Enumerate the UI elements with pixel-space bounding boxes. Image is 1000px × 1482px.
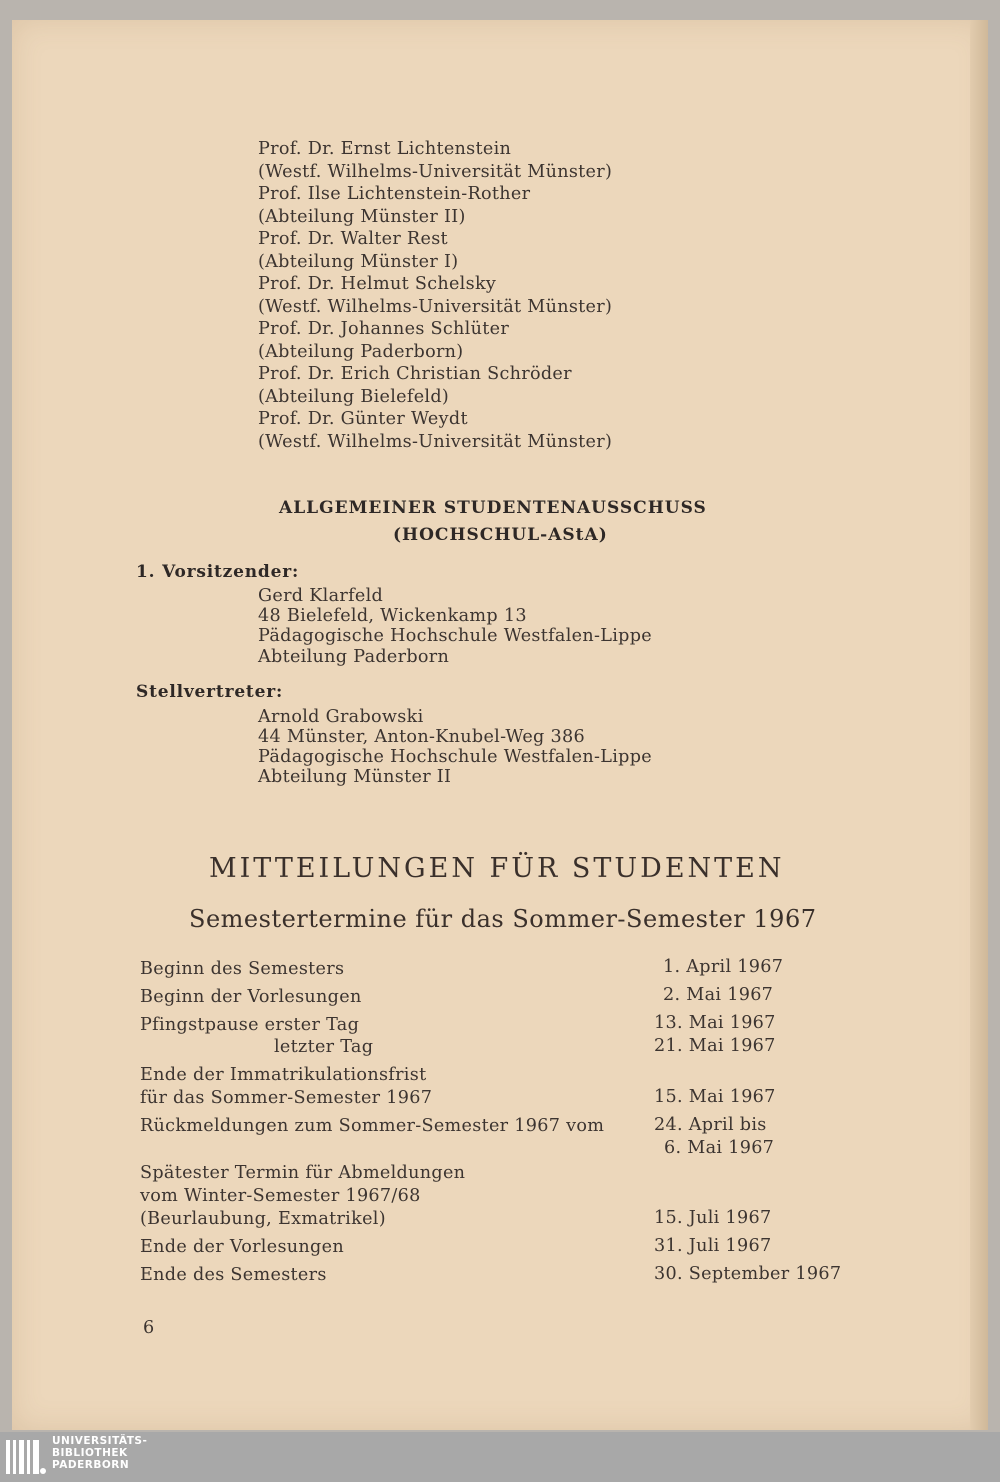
faculty-affiliation: (Westf. Wilhelms-Universität Münster) — [258, 431, 613, 452]
chair-line: Abteilung Paderborn — [258, 647, 450, 667]
schedule-date: 15. Juli 1967 — [654, 1208, 772, 1228]
schedule-label: Pfingstpause erster Tag — [140, 1015, 360, 1035]
schedule-date: 21. Mai 1967 — [654, 1036, 776, 1056]
schedule-label: Ende des Semesters — [140, 1265, 327, 1285]
schedule-label: Spätester Termin für Abmeldungen — [140, 1163, 466, 1183]
schedule-label: Ende der Immatrikulationsfrist — [140, 1065, 427, 1085]
chair-label: 1. Vorsitzender: — [136, 562, 300, 582]
deputy-line: Pädagogische Hochschule Westfalen-Lippe — [258, 747, 652, 767]
asta-subheading: (HOCHSCHUL-AStA) — [393, 525, 608, 545]
schedule-date: 30. September 1967 — [654, 1264, 842, 1284]
library-logo-text — [52, 1435, 147, 1471]
page-number: 6 — [143, 1318, 155, 1338]
deputy-line: 44 Münster, Anton-Knubel-Weg 386 — [258, 727, 585, 747]
chair-line: 48 Bielefeld, Wickenkamp 13 — [258, 606, 527, 626]
schedule-label: letzter Tag — [274, 1037, 374, 1057]
faculty-affiliation: (Abteilung Münster II) — [258, 206, 466, 227]
faculty-name: Prof. Dr. Erich Christian Schröder — [258, 364, 572, 384]
schedule-label: Beginn der Vorlesungen — [140, 987, 362, 1007]
faculty-name: Prof. Dr. Günter Weydt — [258, 409, 468, 429]
chair-line: Pädagogische Hochschule Westfalen-Lippe — [258, 626, 652, 646]
faculty-name: Prof. Dr. Ernst Lichtenstein — [258, 139, 512, 159]
faculty-affiliation: (Abteilung Münster I) — [258, 251, 459, 272]
faculty-affiliation: (Westf. Wilhelms-Universität Münster) — [258, 296, 613, 317]
page-edge — [970, 20, 988, 1430]
schedule-date: 6. Mai 1967 — [664, 1138, 775, 1158]
schedule-label: Beginn des Semesters — [140, 959, 345, 979]
asta-heading: ALLGEMEINER STUDENTENAUSSCHUSS — [279, 498, 707, 518]
faculty-affiliation: (Westf. Wilhelms-Universität Münster) — [258, 161, 613, 182]
logo-line: UNIVERSITÄTS- — [52, 1435, 148, 1447]
schedule-date: 13. Mai 1967 — [654, 1013, 776, 1033]
library-logo-icon — [4, 1438, 46, 1476]
faculty-affiliation: (Abteilung Bielefeld) — [258, 386, 450, 407]
deputy-line: Abteilung Münster II — [258, 767, 452, 787]
faculty-list — [258, 138, 612, 453]
notices-title: MITTEILUNGEN FÜR STUDENTEN — [209, 853, 785, 884]
logo-line: PADERBORN — [52, 1459, 130, 1471]
schedule-date: 2. Mai 1967 — [663, 985, 774, 1005]
document-page — [12, 20, 988, 1430]
schedule-date: 24. April bis — [654, 1115, 767, 1135]
deputy-line: Arnold Grabowski — [258, 707, 424, 727]
schedule-label: vom Winter-Semester 1967/68 — [140, 1186, 421, 1206]
schedule-date: 15. Mai 1967 — [654, 1087, 776, 1107]
chair-line: Gerd Klarfeld — [258, 586, 384, 606]
faculty-name: Prof. Dr. Helmut Schelsky — [258, 274, 497, 294]
faculty-name: Prof. Dr. Walter Rest — [258, 229, 448, 249]
logo-line: BIBLIOTHEK — [52, 1447, 128, 1459]
schedule-label: Ende der Vorlesungen — [140, 1237, 344, 1257]
schedule-label: für das Sommer-Semester 1967 — [140, 1088, 433, 1108]
faculty-name: Prof. Dr. Johannes Schlüter — [258, 319, 510, 339]
deputy-label: Stellvertreter: — [136, 682, 284, 702]
faculty-affiliation: (Abteilung Paderborn) — [258, 341, 464, 362]
schedule-date: 31. Juli 1967 — [654, 1236, 772, 1256]
schedule-date: 1. April 1967 — [663, 957, 784, 977]
schedule-label: Rückmeldungen zum Sommer-Semester 1967 vom — [140, 1116, 605, 1136]
schedule-label: (Beurlaubung, Exmatrikel) — [140, 1209, 386, 1229]
notices-subtitle: Semestertermine für das Sommer-Semester 1967 — [189, 905, 817, 933]
faculty-name: Prof. Ilse Lichtenstein-Rother — [258, 184, 531, 204]
library-footer — [0, 1432, 1000, 1482]
